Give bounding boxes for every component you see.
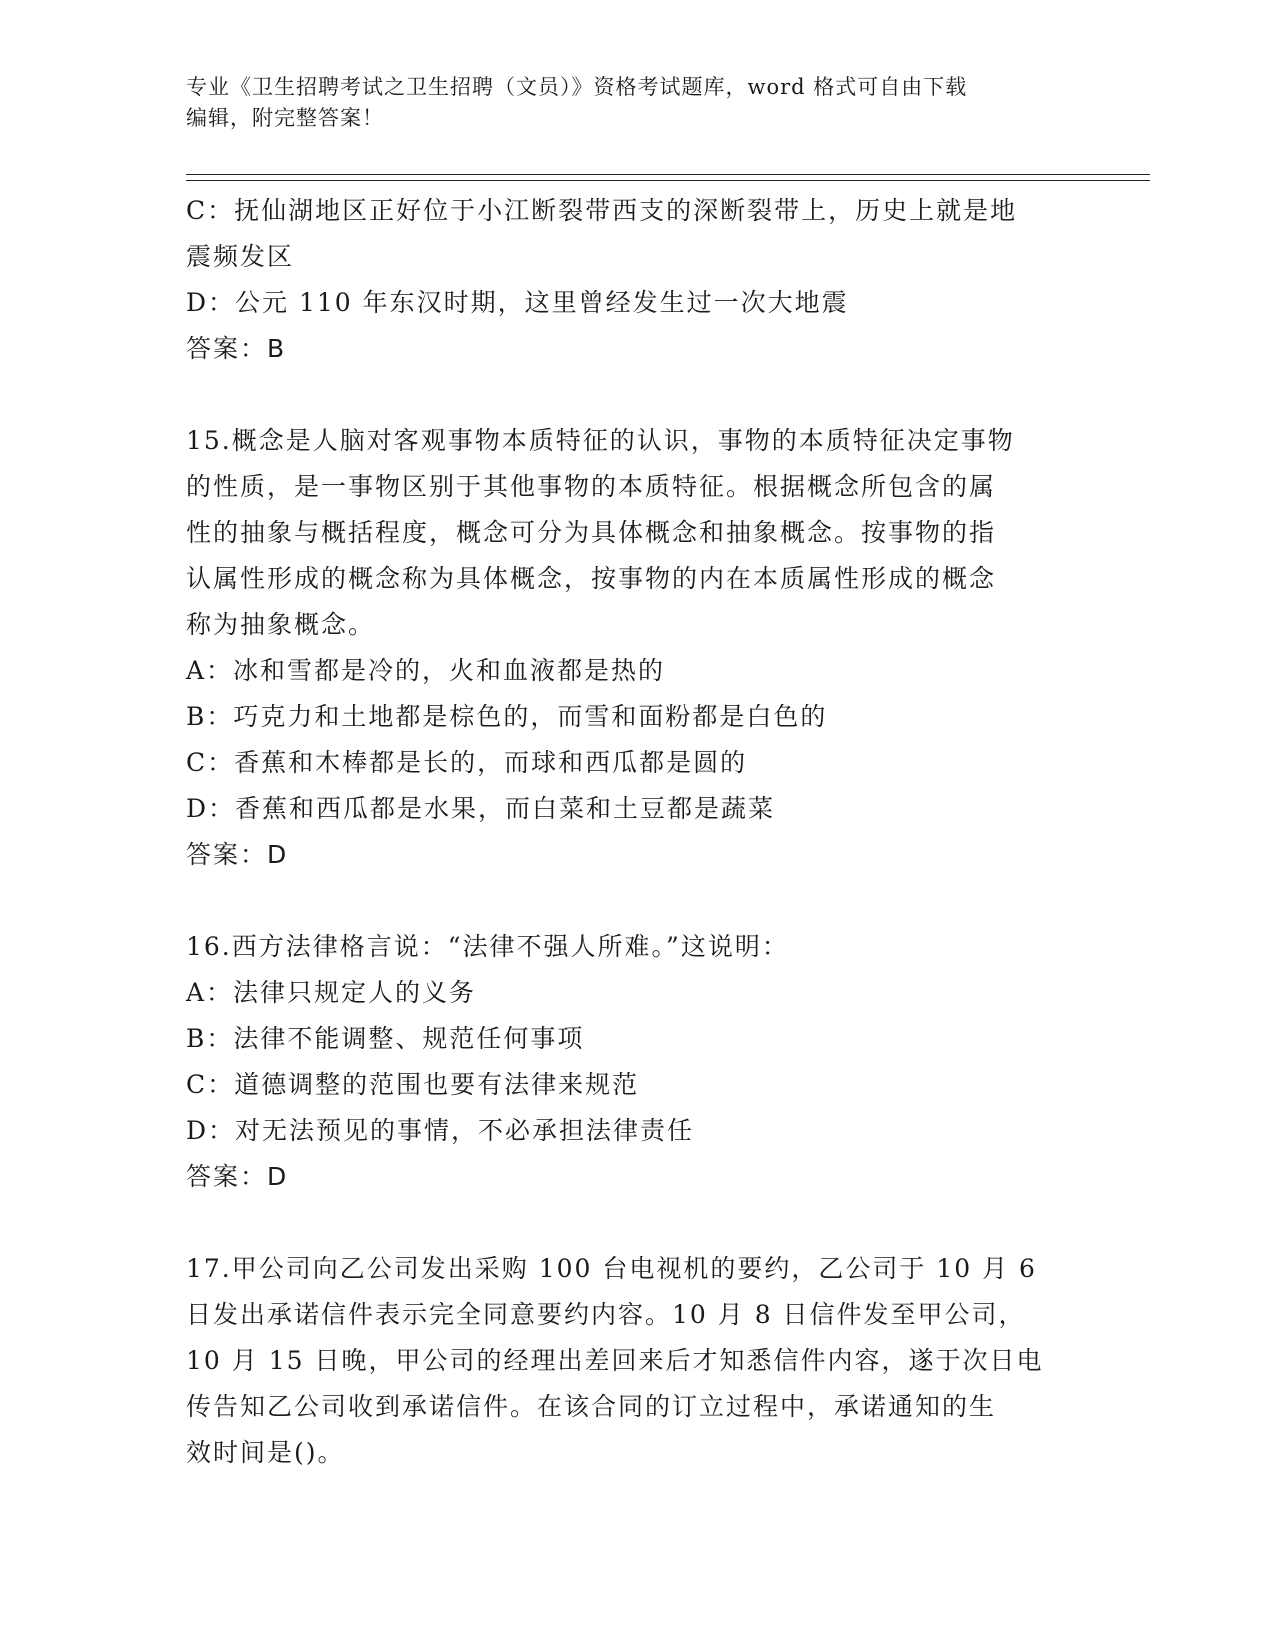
option-a: A：法律只规定人的义务 bbox=[186, 978, 477, 1007]
question-stem-line: 日发出承诺信件表示完全同意要约内容。10 月 8 日信件发至甲公司， bbox=[186, 1300, 1026, 1329]
option-a: A：冰和雪都是冷的，火和血液都是热的 bbox=[186, 656, 666, 685]
header-rule-top bbox=[186, 174, 1150, 175]
spacer bbox=[186, 372, 1086, 418]
question-stem-line: 17.甲公司向乙公司发出采购 100 台电视机的要约，乙公司于 10 月 6 bbox=[186, 1254, 1037, 1283]
question-stem-line: 10 月 15 日晚，甲公司的经理出差回来后才知悉信件内容，遂于次日电 bbox=[186, 1346, 1044, 1375]
question-16 bbox=[186, 924, 1086, 1200]
option-b: B：巧克力和土地都是棕色的，而雪和面粉都是白色的 bbox=[186, 702, 828, 731]
question-stem-line: 性的抽象与概括程度，概念可分为具体概念和抽象概念。按事物的指 bbox=[186, 518, 997, 547]
option-c: C：香蕉和木棒都是长的，而球和西瓜都是圆的 bbox=[186, 748, 748, 777]
question-stem: 16.西方法律格言说：“法律不强人所难。”这说明： bbox=[186, 932, 789, 961]
document-header bbox=[186, 72, 1066, 134]
question-stem-line: 15.概念是人脑对客观事物本质特征的认识，事物的本质特征决定事物 bbox=[186, 426, 1015, 455]
question-stem-line: 效时间是()。 bbox=[186, 1438, 345, 1467]
option-d: D：香蕉和西瓜都是水果，而白菜和土豆都是蔬菜 bbox=[186, 794, 776, 823]
option-c-line-1: C：抚仙湖地区正好位于小江断裂带西支的深断裂带上，历史上就是地 bbox=[186, 196, 1018, 225]
question-stem-line: 的性质，是一事物区别于其他事物的本质特征。根据概念所包含的属 bbox=[186, 472, 997, 501]
spacer bbox=[186, 878, 1086, 924]
question-17 bbox=[186, 1246, 1086, 1476]
header-line-1: 专业《卫生招聘考试之卫生招聘（文员）》资格考试题库，word 格式可自由下载 bbox=[186, 75, 968, 99]
header-rule-bottom bbox=[186, 180, 1150, 181]
question-stem-line: 认属性形成的概念称为具体概念，按事物的内在本质属性形成的概念 bbox=[186, 564, 997, 593]
question-stem-line: 称为抽象概念。 bbox=[186, 610, 376, 639]
option-b: B：法律不能调整、规范任何事项 bbox=[186, 1024, 585, 1053]
option-c: C：道德调整的范围也要有法律来规范 bbox=[186, 1070, 640, 1099]
question-14-tail bbox=[186, 188, 1086, 372]
option-c-line-2: 震频发区 bbox=[186, 242, 295, 271]
spacer bbox=[186, 1200, 1086, 1246]
answer: 答案：D bbox=[186, 1162, 289, 1191]
header-line-2: 编辑，附完整答案！ bbox=[186, 106, 384, 130]
answer: 答案：B bbox=[186, 334, 287, 363]
option-d: D：对无法预见的事情，不必承担法律责任 bbox=[186, 1116, 695, 1145]
document-body bbox=[186, 188, 1086, 1476]
option-d: D：公元 110 年东汉时期，这里曾经发生过一次大地震 bbox=[186, 288, 849, 317]
answer: 答案：D bbox=[186, 840, 289, 869]
question-stem-line: 传告知乙公司收到承诺信件。在该合同的订立过程中，承诺通知的生 bbox=[186, 1392, 997, 1421]
question-15 bbox=[186, 418, 1086, 878]
